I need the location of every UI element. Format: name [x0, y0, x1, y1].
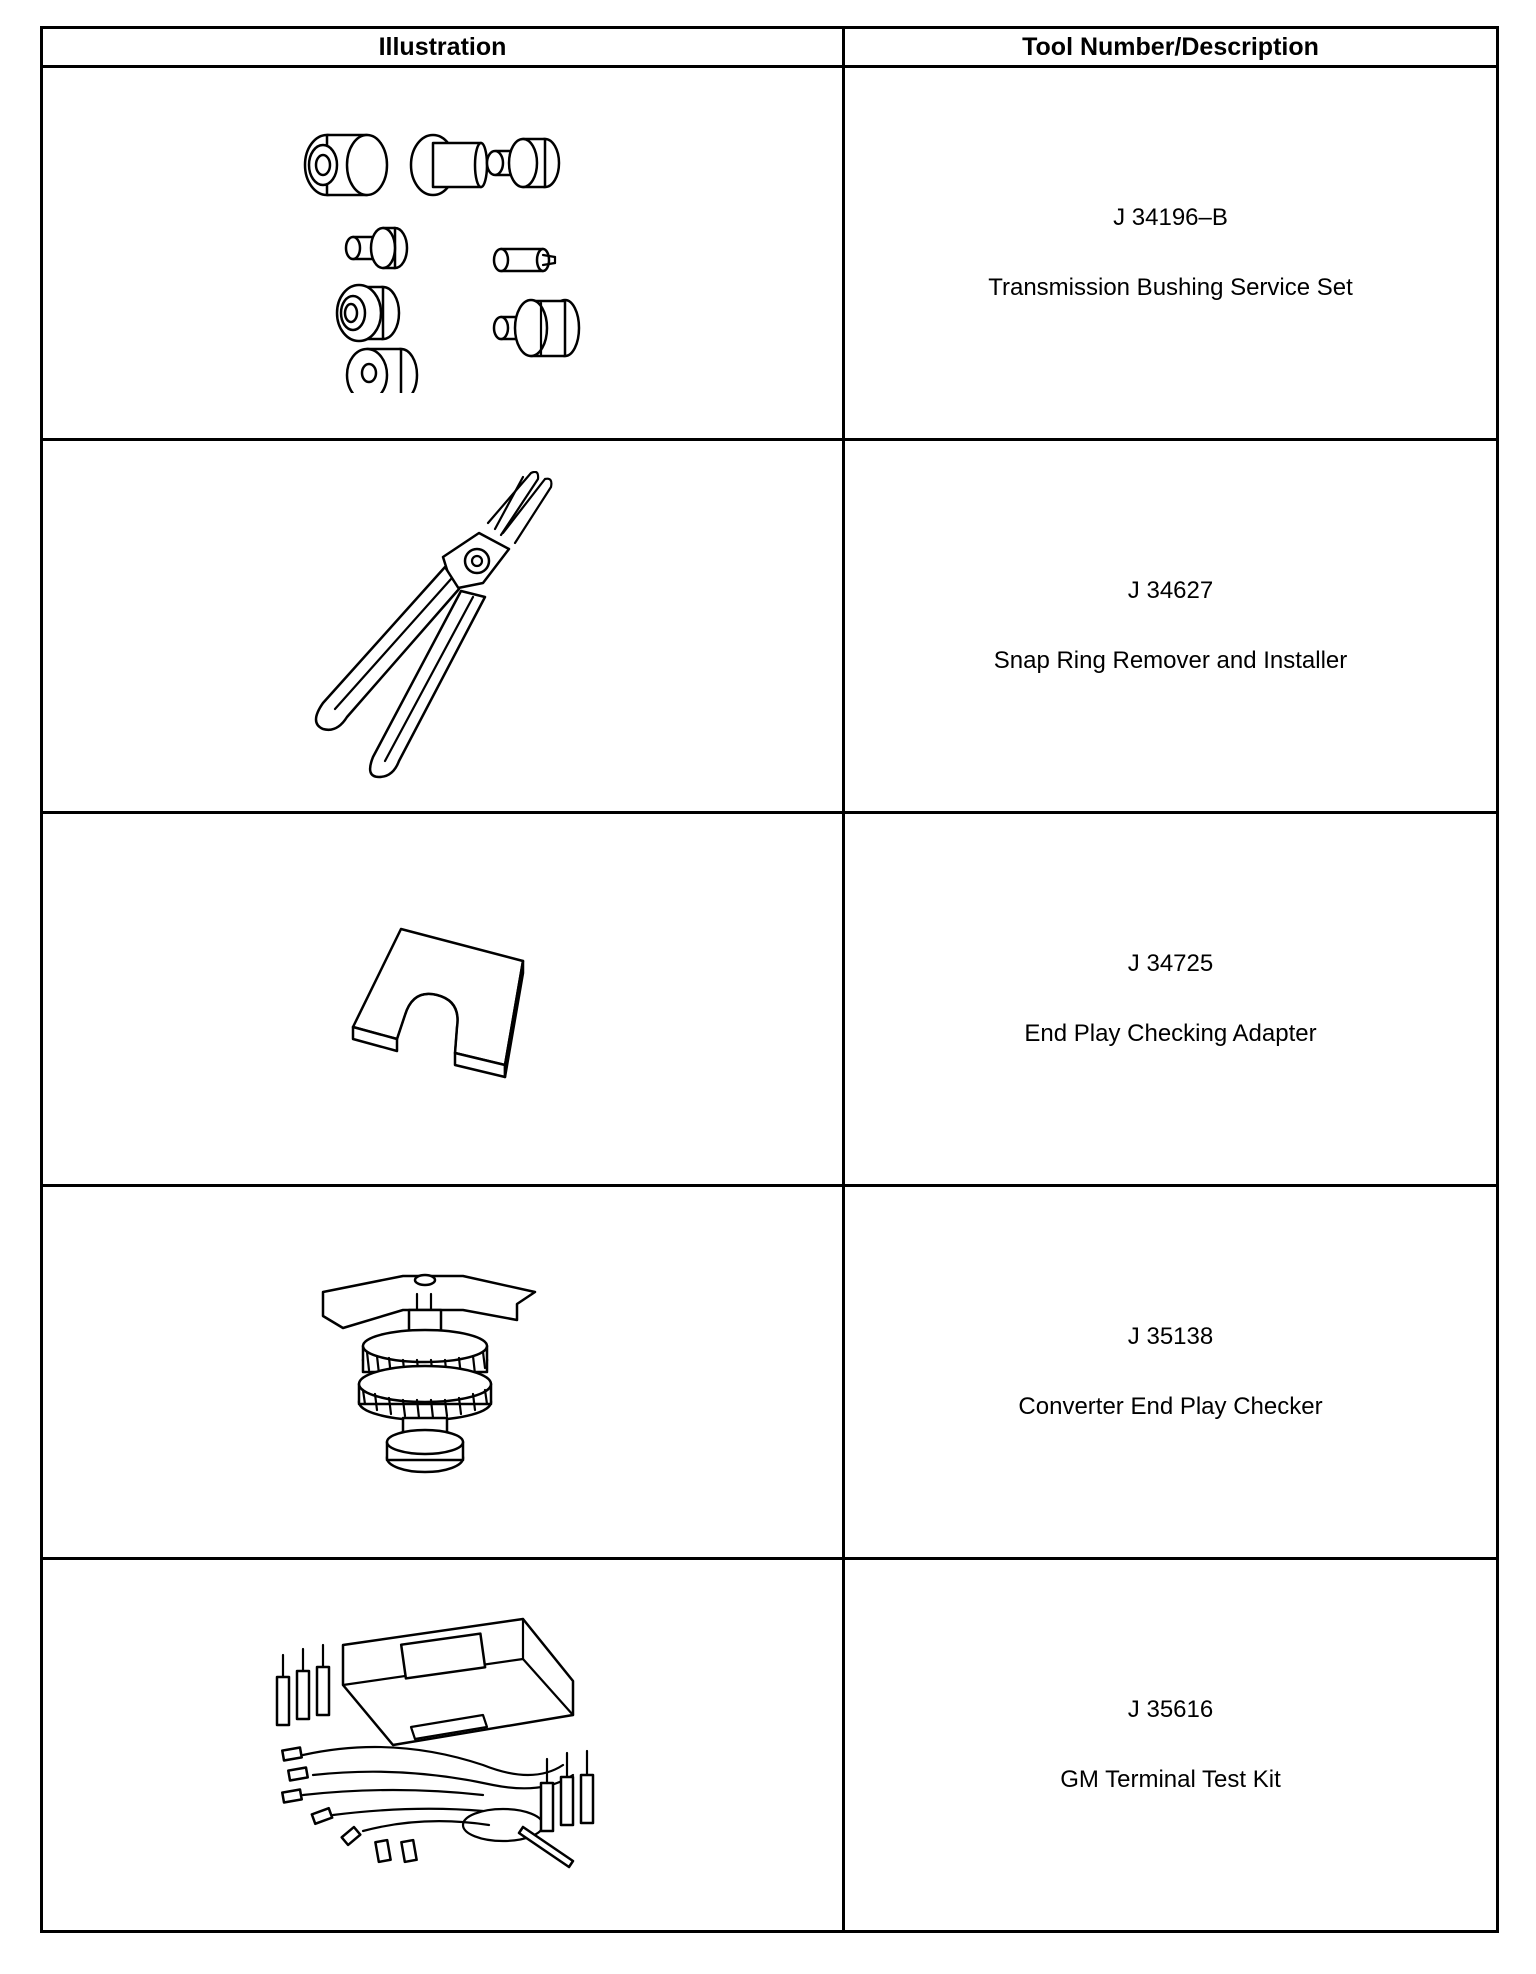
tool-number: J 34725 [1127, 950, 1214, 977]
header-tool-number-description: Tool Number/Description [844, 28, 1498, 67]
illustration-cell [42, 440, 844, 813]
tool-number: J 34196–B [1113, 204, 1228, 231]
tool-description-cell [844, 440, 1498, 813]
header-illustration: Illustration [42, 28, 844, 67]
tool-description: GM Terminal Test Kit [1060, 1766, 1281, 1793]
table-header-row [42, 28, 1498, 67]
tool-description: Converter End Play Checker [1018, 1393, 1323, 1420]
tool-description-cell [844, 813, 1498, 1186]
table-row [42, 1186, 1498, 1559]
tool-description: End Play Checking Adapter [1024, 1020, 1317, 1047]
tool-description-cell [844, 67, 1498, 440]
terminal-test-kit-icon [273, 1615, 613, 1875]
table-row [42, 67, 1498, 440]
tool-number: J 35616 [1127, 1696, 1214, 1723]
table-row [42, 1559, 1498, 1932]
tool-description: Snap Ring Remover and Installer [993, 647, 1348, 674]
u-shaped-adapter-icon [323, 909, 563, 1089]
illustration-cell [42, 813, 844, 1186]
tool-description-cell [844, 1186, 1498, 1559]
bushing-set-icon [283, 113, 603, 393]
table-row [42, 813, 1498, 1186]
table-row [42, 440, 1498, 813]
tool-number: J 34627 [1127, 577, 1214, 604]
illustration-cell [42, 1559, 844, 1932]
tool-description: Transmission Bushing Service Set [988, 274, 1353, 301]
special-tools-table [40, 26, 1499, 1933]
tool-number: J 35138 [1127, 1323, 1214, 1350]
illustration-cell [42, 1186, 844, 1559]
illustration-cell [42, 67, 844, 440]
snap-ring-pliers-icon [283, 471, 603, 781]
end-play-checker-icon [313, 1262, 573, 1482]
tool-description-cell [844, 1559, 1498, 1932]
